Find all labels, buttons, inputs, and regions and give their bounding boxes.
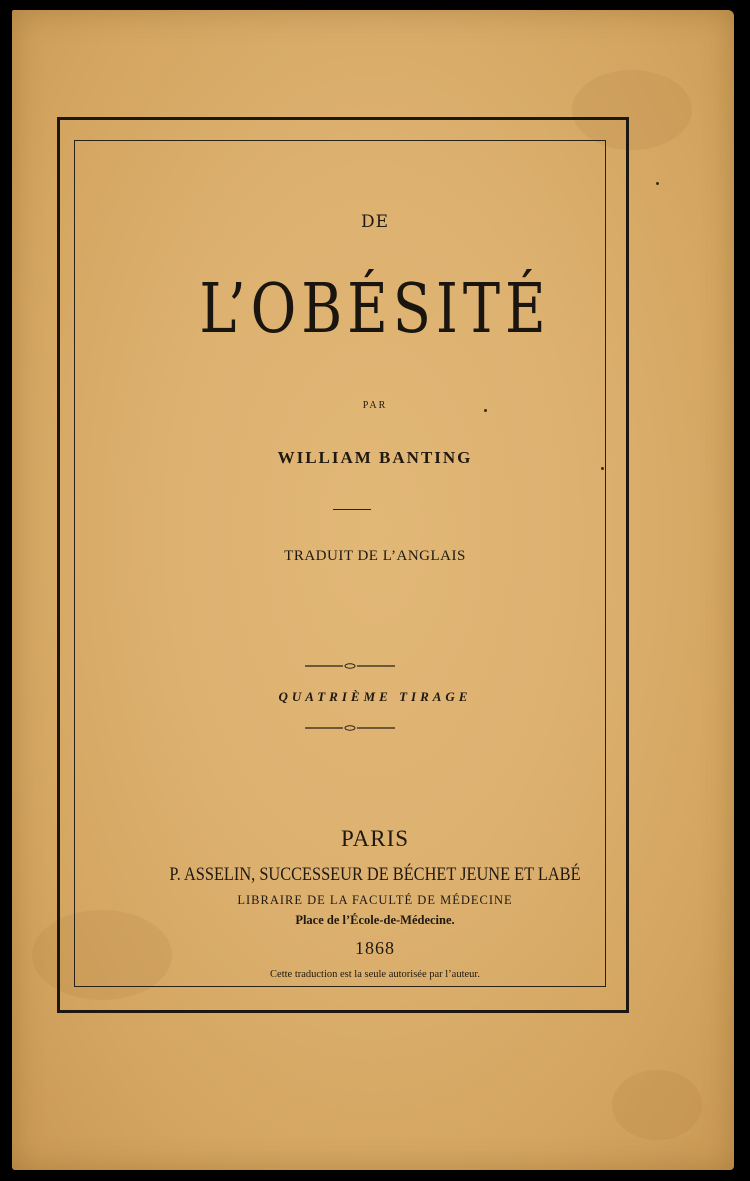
publication-year: 1868 (355, 938, 395, 958)
edition-label: QUATRIÈME TIRAGE (278, 689, 472, 704)
short-rule (333, 509, 371, 510)
city: PARIS (340, 826, 410, 851)
author-name: WILLIAM BANTING (277, 448, 473, 467)
book-title: L’OBÉSITÉ (199, 270, 551, 349)
authorization-note: Cette traduction est la seule autorisée par l’auteur. (270, 969, 480, 980)
ornament-rule-bottom (305, 725, 395, 731)
by-label: PAR (362, 400, 388, 411)
ink-speck (601, 467, 604, 470)
paper-stain (612, 1070, 702, 1140)
title-prefix: DE (360, 212, 390, 232)
library-line: LIBRAIRE DE LA FACULTÉ DE MÉDECINE (237, 893, 513, 907)
ink-speck (656, 182, 659, 185)
address-line: Place de l’École-de-Médecine. (295, 913, 455, 927)
ornament-rule-top (305, 663, 395, 669)
translation-note: TRADUIT DE L’ANGLAIS (284, 548, 466, 564)
ink-speck (484, 409, 487, 412)
publisher: P. ASSELIN, SUCCESSEUR DE BÉCHET JEUNE ET LABÉ (169, 864, 581, 885)
